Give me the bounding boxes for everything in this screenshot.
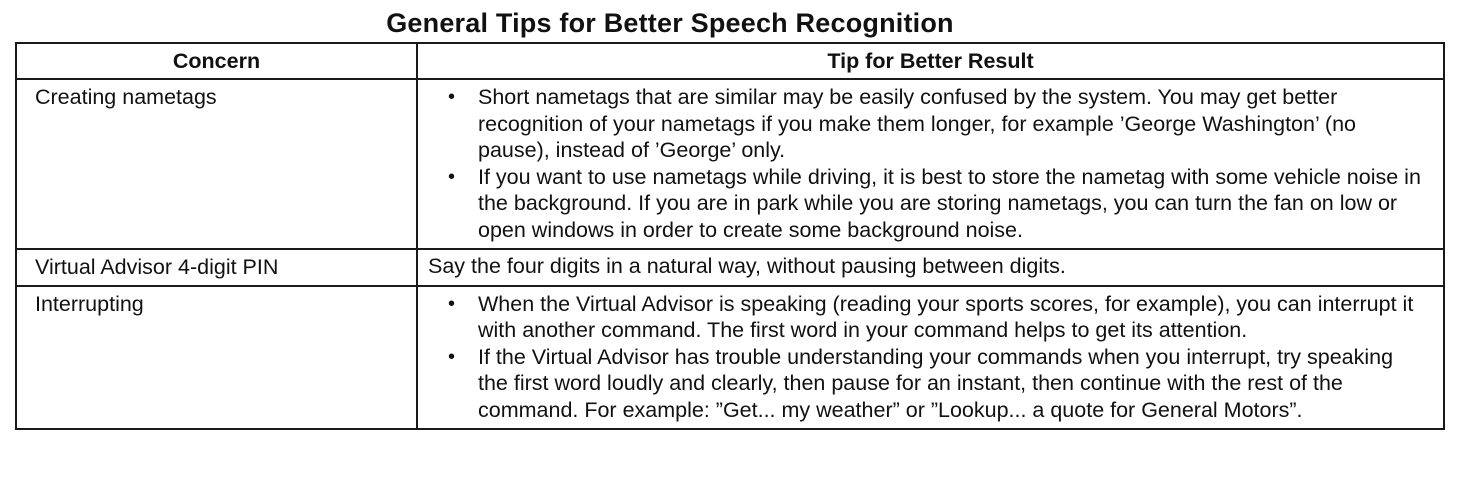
tip-text: When the Virtual Advisor is speaking (reading your sports scores, for example), you can interrupt it with another command. The first word in your command helps to get its attention. — [478, 291, 1414, 342]
tip-item — [448, 291, 1423, 344]
tip-text: If the Virtual Advisor has trouble understanding your commands when you interrupt, try speaking the first word loudly and clearly, then pause for an instant, then continue with the rest of the command. For example: ”Get... my weather” or ”Lookup... a quote for General Motors”. — [478, 344, 1394, 422]
bullet-icon: • — [448, 292, 456, 315]
table-header-row — [16, 43, 1444, 79]
bullet-icon: • — [448, 86, 456, 108]
tips-table — [15, 42, 1445, 430]
concern-cell: Virtual Advisor 4-digit PIN — [16, 249, 417, 286]
tip-cell — [417, 286, 1444, 430]
bullet-icon: • — [448, 165, 456, 188]
table-row — [16, 249, 1444, 286]
tip-item — [448, 84, 1423, 164]
table-row — [16, 79, 1444, 249]
concern-cell: Creating nametags — [16, 79, 417, 249]
table-row — [16, 286, 1444, 430]
tip-list — [448, 291, 1423, 424]
tip-list — [448, 84, 1423, 243]
column-header-tip: Tip for Better Result — [417, 43, 1444, 79]
tip-text: Short nametags that are similar may be easily confused by the system. You may get better recognition of your nametags if you make them longer, for example ’George Washington’ (no pause), instead of ’George’ only. — [478, 85, 1356, 162]
tip-cell — [417, 79, 1444, 249]
page-title: General Tips for Better Speech Recognition — [386, 8, 954, 38]
concern-cell: Interrupting — [16, 286, 417, 430]
tip-item — [448, 344, 1423, 424]
tip-text: If you want to use nametags while driving, it is best to store the nametag with some vehicle noise in the background. If you are in park while you are storing nametags, you can turn the fan on low or open windows in order to create some background noise. — [478, 164, 1421, 242]
column-header-concern: Concern — [16, 43, 417, 79]
tip-item — [448, 164, 1423, 244]
bullet-icon: • — [448, 345, 456, 368]
tip-cell: Say the four digits in a natural way, without pausing between digits. — [417, 249, 1444, 286]
